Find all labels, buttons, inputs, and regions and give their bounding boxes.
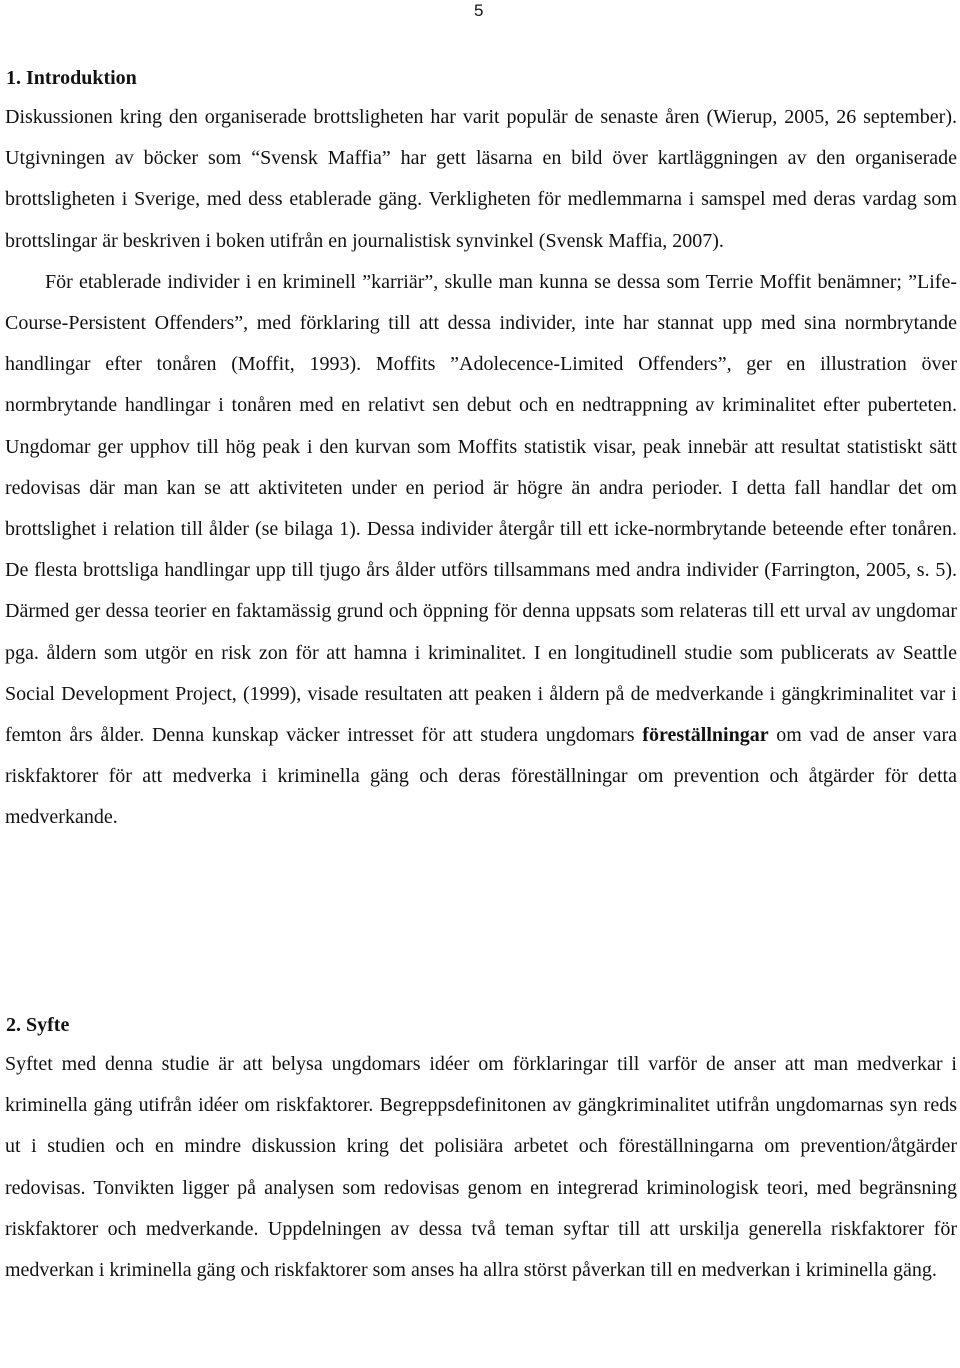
section-body-syfte: [5, 1044, 957, 1291]
paragraph-text: om vad de anser vara riskfaktorer för att medverka i kriminella gäng och deras föreställningar om prevention och åtgärder för detta medverkande.: [5, 724, 958, 829]
section-heading-introduktion: 1. Introduktion: [6, 67, 137, 89]
section-heading-syfte: 2. Syfte: [6, 1014, 70, 1036]
paragraph: Diskussionen kring den organiserade brottsligheten har varit populär de senaste åren (Wierup, 2005, 26 september). Utgivningen av böcker som “Svensk Maffia” har gett läsarna en bild över kartläggningen av den organiserade brottsligheten i Sverige, med dess etablerade gäng. Verkligheten för medlemmarna i samspel med deras vardag som brottslingar är beskriven i boken utifrån en journalistisk synvinkel (Svensk Maffia, 2007).: [5, 106, 957, 252]
paragraph: [5, 262, 957, 839]
bold-term: föreställningar: [642, 724, 769, 747]
paragraph-text: För etablerade individer i en kriminell ”karriär”, skulle man kunna se dessa som Terrie Moffit benämner; ”Life-Course-Persistent Offenders”, med förklaring till att dessa individer, inte har stannat upp med sina normbrytande handlingar efter tonåren (Moffit, 1993). Moffits ”Adolecence-Limited Offenders”, ger en illustration över normbrytande handlingar i tonåren med en relativt sen debut och en nedtrappning av kriminalitet efter puberteten. Ungdomar ger upphov till hög peak i den kurvan som Moffits statistik visar, peak innebär att resultat statistiskt sätt redovisas där man kan se att aktiviteten under en period är högre än andra perioder. I detta fall handlar det om brottslighet i relation till ålder (se bilaga 1). Dessa individer återgår till ett icke-normbrytande beteende efter tonåren. De flesta brottsliga handlingar upp till tjugo års ålder utförs tillsammans med andra individer (Farrington, 2005, s. 5). Därmed ger dessa teorier en faktamässig grund och öppning för denna uppsats som relateras till ett urval av ungdomar pga. åldern som utgör en risk zon för att hamna i kriminalitet. I en longitudinell studie som publicerats av Seattle Social Development Project, (1999), visade resultaten att peaken i åldern på de medverkande i gängkriminalitet var i femton års ålder. Denna kunskap väcker intresset för att studera ungdomars: [5, 270, 957, 747]
page-number: 5: [474, 1, 484, 20]
section-body-introduktion: [5, 97, 957, 839]
paragraph: Syftet med denna studie är att belysa ungdomars idéer om förklaringar till varför de anser att man medverkar i kriminella gäng utifrån idéer om riskfaktorer. Begreppsdefinitonen av gängkriminalitet utifrån ungdomarnas syn reds ut i studien och en mindre diskussion kring det polisiära arbetet och föreställningarna om prevention/åtgärder redovisas. Tonvikten ligger på analysen som redovisas genom en integrerad kriminologisk teori, med begränsning riskfaktorer och medverkande. Uppdelningen av dessa två teman syftar till att urskilja generella riskfaktorer för medverkan i kriminella gäng och riskfaktorer som anses ha allra störst påverkan till en medverkan i kriminella gäng.: [5, 1053, 957, 1282]
